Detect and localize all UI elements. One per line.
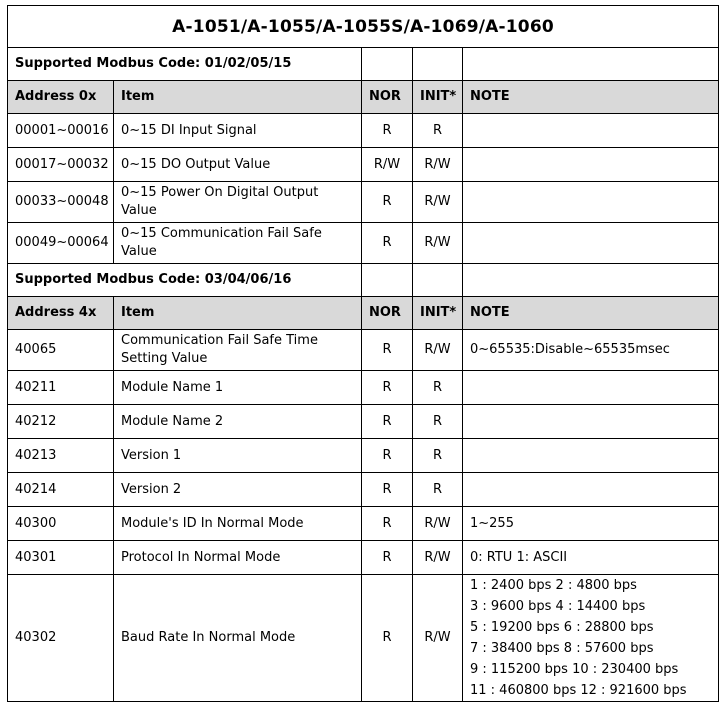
header-nor: NOR [362,297,413,330]
table-row [8,182,719,223]
item-line: Value [121,244,157,259]
note-cell [463,405,719,439]
nor-cell: R [362,473,413,507]
nor-cell: R/W [362,148,413,182]
address-cell: 00017~00032 [8,148,114,182]
address-cell: 40213 [8,439,114,473]
header-nor: NOR [362,81,413,114]
note-cell [463,148,719,182]
item-cell [114,223,362,264]
modbus-register-table [7,5,719,702]
table-row [8,439,719,473]
address-cell: 40301 [8,541,114,575]
note-cell [463,182,719,223]
header-item: Item [114,297,362,330]
item-line: Setting Value [121,351,208,366]
note-cell: 1~255 [463,507,719,541]
header-row-1 [8,81,719,114]
item-cell: Module Name 2 [114,405,362,439]
header-address: Address 4x [8,297,114,330]
item-line: Communication Fail Safe Time [121,333,318,348]
init-cell: R [413,473,463,507]
item-cell: Version 1 [114,439,362,473]
nor-cell: R [362,371,413,405]
section-label: Supported Modbus Code: 03/04/06/16 [8,264,362,297]
baud-rate-line: 5 : 19200 bps 6 : 28800 bps [470,620,654,635]
baud-rate-line: 11 : 460800 bps 12 : 921600 bps [470,683,687,698]
init-cell: R [413,114,463,148]
nor-cell: R [362,182,413,223]
baud-rate-line: 3 : 9600 bps 4 : 14400 bps [470,599,646,614]
table-row [8,405,719,439]
item-cell [114,330,362,371]
note-cell [463,223,719,264]
address-cell: 40065 [8,330,114,371]
nor-cell: R [362,507,413,541]
note-cell [463,114,719,148]
init-cell: R/W [413,223,463,264]
note-cell: 0~65535:Disable~65535msec [463,330,719,371]
note-cell [463,473,719,507]
table-row [8,148,719,182]
init-cell: R/W [413,507,463,541]
header-init: INIT* [413,297,463,330]
address-cell: 40302 [8,575,114,702]
item-cell: 0~15 DI Input Signal [114,114,362,148]
table-row [8,575,719,702]
nor-cell: R [362,439,413,473]
address-cell: 00049~00064 [8,223,114,264]
table-row [8,507,719,541]
baud-rate-line: 1 : 2400 bps 2 : 4800 bps [470,578,637,593]
address-cell: 40300 [8,507,114,541]
item-cell: Protocol In Normal Mode [114,541,362,575]
note-cell [463,439,719,473]
item-cell: 0~15 DO Output Value [114,148,362,182]
header-init: INIT* [413,81,463,114]
header-row-2 [8,297,719,330]
nor-cell: R [362,114,413,148]
nor-cell: R [362,405,413,439]
init-cell: R [413,405,463,439]
init-cell: R/W [413,148,463,182]
baud-rate-line: 9 : 115200 bps 10 : 230400 bps [470,662,679,677]
init-cell: R/W [413,541,463,575]
item-line: 0~15 Communication Fail Safe [121,226,322,241]
item-line: 0~15 Power On Digital Output [121,185,319,200]
header-note: NOTE [463,81,719,114]
item-cell: Module's ID In Normal Mode [114,507,362,541]
table-row [8,223,719,264]
table-row [8,330,719,371]
nor-cell: R [362,223,413,264]
header-item: Item [114,81,362,114]
item-cell [114,182,362,223]
table-title: A-1051/A-1055/A-1055S/A-1069/A-1060 [8,6,719,48]
section-row-2 [8,264,719,297]
nor-cell: R [362,541,413,575]
address-cell: 40212 [8,405,114,439]
table-row [8,473,719,507]
nor-cell: R [362,330,413,371]
init-cell: R [413,439,463,473]
title-row [8,6,719,48]
table-row [8,371,719,405]
table-row [8,114,719,148]
init-cell: R/W [413,182,463,223]
header-note: NOTE [463,297,719,330]
table-row [8,541,719,575]
item-line: Value [121,203,157,218]
nor-cell: R [362,575,413,702]
section-label: Supported Modbus Code: 01/02/05/15 [8,48,362,81]
item-cell: Module Name 1 [114,371,362,405]
note-cell [463,575,719,702]
address-cell: 00033~00048 [8,182,114,223]
header-address: Address 0x [8,81,114,114]
note-cell: 0: RTU 1: ASCII [463,541,719,575]
address-cell: 00001~00016 [8,114,114,148]
init-cell: R [413,371,463,405]
section-row-1 [8,48,719,81]
address-cell: 40211 [8,371,114,405]
init-cell: R/W [413,330,463,371]
item-cell: Version 2 [114,473,362,507]
address-cell: 40214 [8,473,114,507]
note-cell [463,371,719,405]
item-cell: Baud Rate In Normal Mode [114,575,362,702]
init-cell: R/W [413,575,463,702]
baud-rate-line: 7 : 38400 bps 8 : 57600 bps [470,641,654,656]
